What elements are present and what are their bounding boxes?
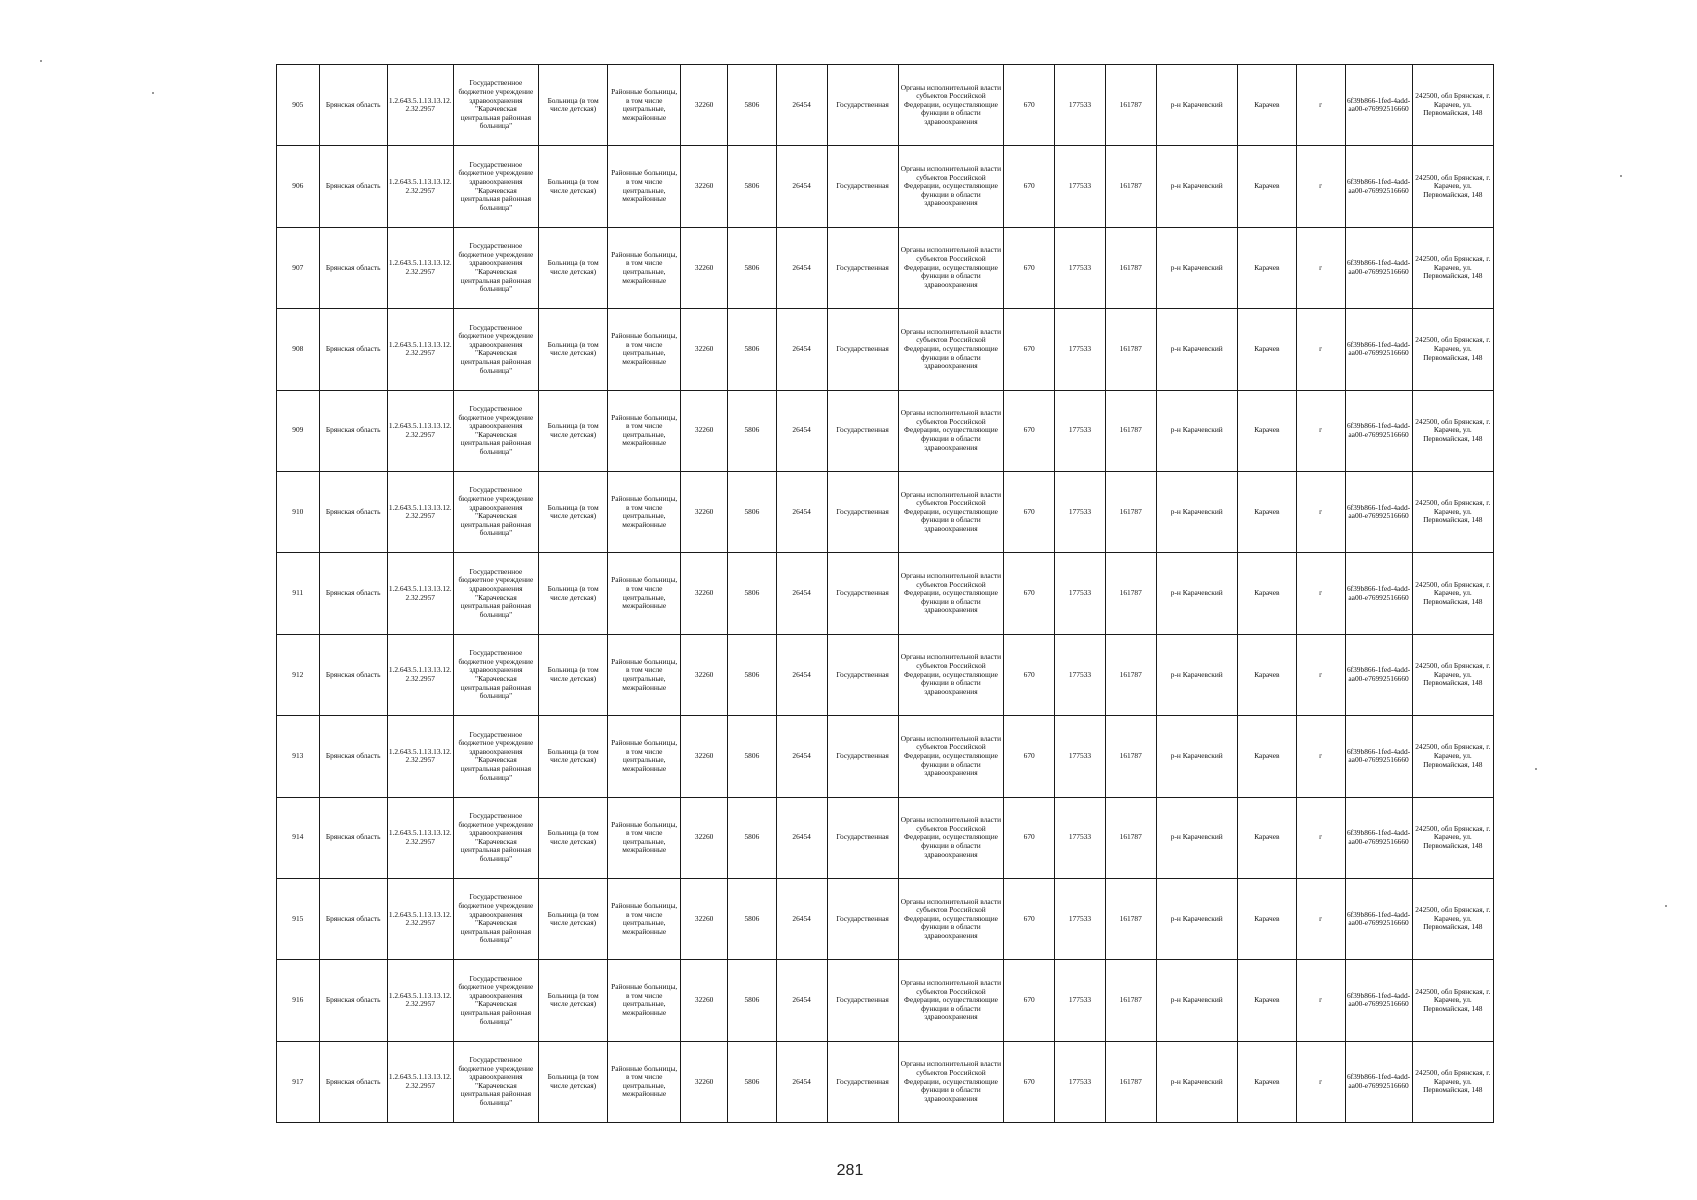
table-cell: Больница (в том числе детская) bbox=[539, 960, 608, 1041]
table-cell: 242500, обл Брянская, г. Карачев, ул. Первомайская, 148 bbox=[1412, 390, 1493, 471]
table-cell: 26454 bbox=[776, 146, 827, 227]
table-cell: Государственное бюджетное учреждение здравоохранения "Карачевская центральная районная больница" bbox=[453, 716, 538, 797]
table-cell: р-н Карачевский bbox=[1156, 634, 1237, 715]
table-cell: 5806 bbox=[728, 146, 777, 227]
table-cell: 5806 bbox=[728, 716, 777, 797]
table-cell: Государственная bbox=[827, 65, 898, 146]
table-cell: Карачев bbox=[1237, 1041, 1296, 1122]
table-cell: 6f39b866-1fed-4add-aa00-e76992516660 bbox=[1345, 1041, 1412, 1122]
table-cell: 32260 bbox=[681, 634, 728, 715]
table-cell: 161787 bbox=[1105, 878, 1156, 959]
table-cell: 5806 bbox=[728, 797, 777, 878]
table-cell: р-н Карачевский bbox=[1156, 227, 1237, 308]
table-row bbox=[277, 553, 1494, 634]
table-cell: 32260 bbox=[681, 716, 728, 797]
table-cell: Брянская область bbox=[319, 390, 387, 471]
table-cell: 6f39b866-1fed-4add-aa00-e76992516660 bbox=[1345, 65, 1412, 146]
table-cell: 6f39b866-1fed-4add-aa00-e76992516660 bbox=[1345, 797, 1412, 878]
table-cell: 670 bbox=[1004, 390, 1055, 471]
table-cell: 1.2.643.5.1.13.13.12.2.32.2957 bbox=[387, 716, 453, 797]
table-cell: 911 bbox=[277, 553, 320, 634]
table-cell: Больница (в том числе детская) bbox=[539, 390, 608, 471]
table-cell: р-н Карачевский bbox=[1156, 960, 1237, 1041]
scan-speck bbox=[1620, 175, 1622, 177]
table-cell: 242500, обл Брянская, г. Карачев, ул. Первомайская, 148 bbox=[1412, 960, 1493, 1041]
table-cell: Брянская область bbox=[319, 878, 387, 959]
table-cell: Брянская область bbox=[319, 471, 387, 552]
table-cell: Органы исполнительной власти субъектов Российской Федерации, осуществляющие функции в области здравоохранения bbox=[898, 878, 1004, 959]
table-cell: 161787 bbox=[1105, 1041, 1156, 1122]
table-cell: Государственная bbox=[827, 960, 898, 1041]
table-cell: 5806 bbox=[728, 65, 777, 146]
table-cell: 26454 bbox=[776, 553, 827, 634]
scan-speck bbox=[40, 60, 42, 62]
table-cell: 670 bbox=[1004, 1041, 1055, 1122]
table-cell: Карачев bbox=[1237, 390, 1296, 471]
table-cell: 5806 bbox=[728, 553, 777, 634]
table-cell: 670 bbox=[1004, 309, 1055, 390]
table-cell: Районные больницы, в том числе центральные, межрайонные bbox=[608, 65, 681, 146]
table-cell: Органы исполнительной власти субъектов Российской Федерации, осуществляющие функции в области здравоохранения bbox=[898, 227, 1004, 308]
table-cell: 26454 bbox=[776, 1041, 827, 1122]
scan-speck bbox=[1535, 768, 1537, 770]
table-cell: 161787 bbox=[1105, 146, 1156, 227]
table-cell: 5806 bbox=[728, 878, 777, 959]
table-cell: 161787 bbox=[1105, 390, 1156, 471]
table-cell: 26454 bbox=[776, 797, 827, 878]
table-cell: Районные больницы, в том числе центральные, межрайонные bbox=[608, 227, 681, 308]
table-row bbox=[277, 309, 1494, 390]
table-cell: р-н Карачевский bbox=[1156, 1041, 1237, 1122]
table-cell: 32260 bbox=[681, 227, 728, 308]
table-cell: Карачев bbox=[1237, 878, 1296, 959]
table-cell: 670 bbox=[1004, 878, 1055, 959]
table-cell: Больница (в том числе детская) bbox=[539, 878, 608, 959]
table-cell: Больница (в том числе детская) bbox=[539, 471, 608, 552]
table-cell: Брянская область bbox=[319, 797, 387, 878]
table-cell: Брянская область bbox=[319, 716, 387, 797]
table-cell: 161787 bbox=[1105, 553, 1156, 634]
table-row bbox=[277, 878, 1494, 959]
table-cell: 242500, обл Брянская, г. Карачев, ул. Первомайская, 148 bbox=[1412, 227, 1493, 308]
table-cell: 26454 bbox=[776, 878, 827, 959]
table-cell: 6f39b866-1fed-4add-aa00-e76992516660 bbox=[1345, 309, 1412, 390]
table-cell: 6f39b866-1fed-4add-aa00-e76992516660 bbox=[1345, 960, 1412, 1041]
table-cell: 670 bbox=[1004, 716, 1055, 797]
table-row bbox=[277, 797, 1494, 878]
table-cell: Районные больницы, в том числе центральные, межрайонные bbox=[608, 634, 681, 715]
table-cell: Больница (в том числе детская) bbox=[539, 1041, 608, 1122]
table-cell: 906 bbox=[277, 146, 320, 227]
table-cell: Больница (в том числе детская) bbox=[539, 227, 608, 308]
table-cell: Органы исполнительной власти субъектов Российской Федерации, осуществляющие функции в области здравоохранения bbox=[898, 146, 1004, 227]
table-cell: 5806 bbox=[728, 634, 777, 715]
table-cell: 161787 bbox=[1105, 960, 1156, 1041]
table-cell: 26454 bbox=[776, 634, 827, 715]
table-cell: г bbox=[1296, 309, 1345, 390]
table-cell: 26454 bbox=[776, 471, 827, 552]
table-cell: Органы исполнительной власти субъектов Российской Федерации, осуществляющие функции в области здравоохранения bbox=[898, 553, 1004, 634]
table-row bbox=[277, 960, 1494, 1041]
table-cell: Брянская область bbox=[319, 146, 387, 227]
table-cell: 242500, обл Брянская, г. Карачев, ул. Первомайская, 148 bbox=[1412, 309, 1493, 390]
table-cell: 177533 bbox=[1055, 227, 1106, 308]
table-cell: Государственное бюджетное учреждение здравоохранения "Карачевская центральная районная больница" bbox=[453, 146, 538, 227]
table-cell: г bbox=[1296, 634, 1345, 715]
table-cell: Органы исполнительной власти субъектов Российской Федерации, осуществляющие функции в области здравоохранения bbox=[898, 797, 1004, 878]
table-cell: Районные больницы, в том числе центральные, межрайонные bbox=[608, 471, 681, 552]
table-cell: 5806 bbox=[728, 390, 777, 471]
table-cell: 26454 bbox=[776, 716, 827, 797]
table-cell: 1.2.643.5.1.13.13.12.2.32.2957 bbox=[387, 146, 453, 227]
table-cell: Брянская область bbox=[319, 1041, 387, 1122]
table-cell: г bbox=[1296, 146, 1345, 227]
table-cell: 177533 bbox=[1055, 553, 1106, 634]
table-cell: Государственная bbox=[827, 797, 898, 878]
table-cell: Органы исполнительной власти субъектов Российской Федерации, осуществляющие функции в области здравоохранения bbox=[898, 471, 1004, 552]
table-cell: Районные больницы, в том числе центральные, межрайонные bbox=[608, 960, 681, 1041]
table-cell: 910 bbox=[277, 471, 320, 552]
table-cell: Государственная bbox=[827, 146, 898, 227]
table-cell: 905 bbox=[277, 65, 320, 146]
table-cell: р-н Карачевский bbox=[1156, 471, 1237, 552]
table-cell: 177533 bbox=[1055, 390, 1106, 471]
table-cell: 177533 bbox=[1055, 471, 1106, 552]
table-cell: 26454 bbox=[776, 227, 827, 308]
table-cell: р-н Карачевский bbox=[1156, 309, 1237, 390]
table-cell: Государственное бюджетное учреждение здравоохранения "Карачевская центральная районная больница" bbox=[453, 390, 538, 471]
table-cell: Карачев bbox=[1237, 309, 1296, 390]
table-cell: Больница (в том числе детская) bbox=[539, 716, 608, 797]
table-cell: Органы исполнительной власти субъектов Российской Федерации, осуществляющие функции в области здравоохранения bbox=[898, 65, 1004, 146]
table-body bbox=[277, 65, 1494, 1123]
table-cell: 670 bbox=[1004, 634, 1055, 715]
table-cell: 161787 bbox=[1105, 65, 1156, 146]
table-cell: Государственное бюджетное учреждение здравоохранения "Карачевская центральная районная больница" bbox=[453, 471, 538, 552]
table-cell: Государственная bbox=[827, 471, 898, 552]
table-cell: 32260 bbox=[681, 146, 728, 227]
table-cell: Брянская область bbox=[319, 309, 387, 390]
table-cell: р-н Карачевский bbox=[1156, 553, 1237, 634]
table-cell: 26454 bbox=[776, 309, 827, 390]
table-row bbox=[277, 65, 1494, 146]
table-cell: 5806 bbox=[728, 309, 777, 390]
table-cell: р-н Карачевский bbox=[1156, 716, 1237, 797]
table-cell: р-н Карачевский bbox=[1156, 878, 1237, 959]
table-cell: г bbox=[1296, 960, 1345, 1041]
scan-speck bbox=[152, 92, 154, 94]
table-cell: р-н Карачевский bbox=[1156, 797, 1237, 878]
table-cell: Больница (в том числе детская) bbox=[539, 797, 608, 878]
table-cell: Государственное бюджетное учреждение здравоохранения "Карачевская центральная районная больница" bbox=[453, 227, 538, 308]
table-cell: Брянская область bbox=[319, 960, 387, 1041]
table-cell: Государственное бюджетное учреждение здравоохранения "Карачевская центральная районная больница" bbox=[453, 878, 538, 959]
table-cell: Карачев bbox=[1237, 553, 1296, 634]
table-cell: Брянская область bbox=[319, 227, 387, 308]
table-cell: 1.2.643.5.1.13.13.12.2.32.2957 bbox=[387, 960, 453, 1041]
table-cell: Брянская область bbox=[319, 553, 387, 634]
table-cell: Районные больницы, в том числе центральные, межрайонные bbox=[608, 878, 681, 959]
table-cell: Государственная bbox=[827, 309, 898, 390]
table-cell: 161787 bbox=[1105, 471, 1156, 552]
table-cell: 161787 bbox=[1105, 797, 1156, 878]
table-cell: 670 bbox=[1004, 797, 1055, 878]
table-cell: 177533 bbox=[1055, 1041, 1106, 1122]
table-cell: 242500, обл Брянская, г. Карачев, ул. Первомайская, 148 bbox=[1412, 65, 1493, 146]
table-cell: 242500, обл Брянская, г. Карачев, ул. Первомайская, 148 bbox=[1412, 878, 1493, 959]
table-cell: 1.2.643.5.1.13.13.12.2.32.2957 bbox=[387, 797, 453, 878]
table-cell: 6f39b866-1fed-4add-aa00-e76992516660 bbox=[1345, 390, 1412, 471]
table-cell: 177533 bbox=[1055, 309, 1106, 390]
table-cell: 177533 bbox=[1055, 65, 1106, 146]
table-cell: 177533 bbox=[1055, 146, 1106, 227]
table-cell: 177533 bbox=[1055, 634, 1106, 715]
table-cell: 909 bbox=[277, 390, 320, 471]
table-cell: 908 bbox=[277, 309, 320, 390]
table-cell: 161787 bbox=[1105, 227, 1156, 308]
table-cell: Органы исполнительной власти субъектов Российской Федерации, осуществляющие функции в области здравоохранения bbox=[898, 716, 1004, 797]
table-cell: 5806 bbox=[728, 1041, 777, 1122]
table-cell: г bbox=[1296, 1041, 1345, 1122]
table-cell: 242500, обл Брянская, г. Карачев, ул. Первомайская, 148 bbox=[1412, 634, 1493, 715]
table-cell: Районные больницы, в том числе центральные, межрайонные bbox=[608, 716, 681, 797]
table-cell: 6f39b866-1fed-4add-aa00-e76992516660 bbox=[1345, 878, 1412, 959]
table-cell: г bbox=[1296, 227, 1345, 308]
table-cell: Государственное бюджетное учреждение здравоохранения "Карачевская центральная районная больница" bbox=[453, 65, 538, 146]
table-cell: Органы исполнительной власти субъектов Российской Федерации, осуществляющие функции в области здравоохранения bbox=[898, 390, 1004, 471]
table-cell: 161787 bbox=[1105, 716, 1156, 797]
table-cell: 177533 bbox=[1055, 716, 1106, 797]
table-cell: Карачев bbox=[1237, 634, 1296, 715]
table-cell: Государственная bbox=[827, 553, 898, 634]
table-cell: 5806 bbox=[728, 471, 777, 552]
table-cell: Государственное бюджетное учреждение здравоохранения "Карачевская центральная районная больница" bbox=[453, 960, 538, 1041]
table-cell: 1.2.643.5.1.13.13.12.2.32.2957 bbox=[387, 878, 453, 959]
table-cell: Больница (в том числе детская) bbox=[539, 309, 608, 390]
table-cell: 161787 bbox=[1105, 634, 1156, 715]
table-cell: 242500, обл Брянская, г. Карачев, ул. Первомайская, 148 bbox=[1412, 716, 1493, 797]
table-cell: 32260 bbox=[681, 471, 728, 552]
table-cell: 1.2.643.5.1.13.13.12.2.32.2957 bbox=[387, 227, 453, 308]
table-cell: 6f39b866-1fed-4add-aa00-e76992516660 bbox=[1345, 634, 1412, 715]
table-cell: 5806 bbox=[728, 227, 777, 308]
table-row bbox=[277, 1041, 1494, 1122]
table-cell: г bbox=[1296, 716, 1345, 797]
table-cell: Районные больницы, в том числе центральные, межрайонные bbox=[608, 309, 681, 390]
table-cell: Государственная bbox=[827, 716, 898, 797]
table-cell: Органы исполнительной власти субъектов Российской Федерации, осуществляющие функции в области здравоохранения bbox=[898, 1041, 1004, 1122]
table-cell: 913 bbox=[277, 716, 320, 797]
table-cell: Брянская область bbox=[319, 634, 387, 715]
table-cell: Государственная bbox=[827, 1041, 898, 1122]
table-cell: Государственная bbox=[827, 634, 898, 715]
table-cell: Карачев bbox=[1237, 65, 1296, 146]
table-cell: 917 bbox=[277, 1041, 320, 1122]
table-cell: 1.2.643.5.1.13.13.12.2.32.2957 bbox=[387, 1041, 453, 1122]
table-cell: Карачев bbox=[1237, 471, 1296, 552]
table-cell: Государственное бюджетное учреждение здравоохранения "Карачевская центральная районная больница" bbox=[453, 797, 538, 878]
table-cell: 177533 bbox=[1055, 797, 1106, 878]
table-row bbox=[277, 634, 1494, 715]
table-cell: 32260 bbox=[681, 797, 728, 878]
table-cell: 5806 bbox=[728, 960, 777, 1041]
table-cell: р-н Карачевский bbox=[1156, 146, 1237, 227]
table-cell: Государственная bbox=[827, 227, 898, 308]
data-table bbox=[276, 64, 1494, 1123]
table-cell: Больница (в том числе детская) bbox=[539, 553, 608, 634]
table-cell: Брянская область bbox=[319, 65, 387, 146]
table-cell: Больница (в том числе детская) bbox=[539, 65, 608, 146]
table-cell: 26454 bbox=[776, 960, 827, 1041]
table-cell: 161787 bbox=[1105, 309, 1156, 390]
page-number: 281 bbox=[836, 1162, 864, 1179]
table-row bbox=[277, 390, 1494, 471]
table-row bbox=[277, 227, 1494, 308]
table-cell: Карачев bbox=[1237, 227, 1296, 308]
table-cell: Районные больницы, в том числе центральные, межрайонные bbox=[608, 390, 681, 471]
table-cell: 242500, обл Брянская, г. Карачев, ул. Первомайская, 148 bbox=[1412, 146, 1493, 227]
table-cell: Государственная bbox=[827, 390, 898, 471]
table-cell: 32260 bbox=[681, 878, 728, 959]
table-cell: Карачев bbox=[1237, 960, 1296, 1041]
table-row bbox=[277, 471, 1494, 552]
table-cell: 6f39b866-1fed-4add-aa00-e76992516660 bbox=[1345, 471, 1412, 552]
table-cell: Государственное бюджетное учреждение здравоохранения "Карачевская центральная районная больница" bbox=[453, 634, 538, 715]
table-cell: Государственное бюджетное учреждение здравоохранения "Карачевская центральная районная больница" bbox=[453, 309, 538, 390]
table-cell: 6f39b866-1fed-4add-aa00-e76992516660 bbox=[1345, 227, 1412, 308]
table-cell: 32260 bbox=[681, 309, 728, 390]
table-cell: Государственная bbox=[827, 878, 898, 959]
table-cell: 6f39b866-1fed-4add-aa00-e76992516660 bbox=[1345, 146, 1412, 227]
table-cell: Карачев bbox=[1237, 146, 1296, 227]
table-row bbox=[277, 716, 1494, 797]
table-row bbox=[277, 146, 1494, 227]
table-cell: 916 bbox=[277, 960, 320, 1041]
table-cell: г bbox=[1296, 65, 1345, 146]
table-cell: 907 bbox=[277, 227, 320, 308]
table-cell: г bbox=[1296, 471, 1345, 552]
table-cell: 26454 bbox=[776, 390, 827, 471]
table-cell: Государственное бюджетное учреждение здравоохранения "Карачевская центральная районная больница" bbox=[453, 553, 538, 634]
table-cell: 242500, обл Брянская, г. Карачев, ул. Первомайская, 148 bbox=[1412, 471, 1493, 552]
table-cell: р-н Карачевский bbox=[1156, 390, 1237, 471]
table-cell: г bbox=[1296, 553, 1345, 634]
table-cell: 1.2.643.5.1.13.13.12.2.32.2957 bbox=[387, 65, 453, 146]
table-cell: Районные больницы, в том числе центральные, межрайонные bbox=[608, 797, 681, 878]
table-cell: 32260 bbox=[681, 390, 728, 471]
table-cell: 915 bbox=[277, 878, 320, 959]
table-cell: 32260 bbox=[681, 1041, 728, 1122]
table-cell: г bbox=[1296, 878, 1345, 959]
table-cell: Карачев bbox=[1237, 716, 1296, 797]
table-cell: Районные больницы, в том числе центральные, межрайонные bbox=[608, 553, 681, 634]
table-cell: Органы исполнительной власти субъектов Российской Федерации, осуществляющие функции в области здравоохранения bbox=[898, 634, 1004, 715]
table-cell: Карачев bbox=[1237, 797, 1296, 878]
table-cell: Районные больницы, в том числе центральные, межрайонные bbox=[608, 146, 681, 227]
table-cell: Районные больницы, в том числе центральные, межрайонные bbox=[608, 1041, 681, 1122]
table-cell: 32260 bbox=[681, 960, 728, 1041]
table-cell: 1.2.643.5.1.13.13.12.2.32.2957 bbox=[387, 309, 453, 390]
table-cell: 914 bbox=[277, 797, 320, 878]
table-cell: 1.2.643.5.1.13.13.12.2.32.2957 bbox=[387, 471, 453, 552]
table-cell: 1.2.643.5.1.13.13.12.2.32.2957 bbox=[387, 634, 453, 715]
table-cell: 177533 bbox=[1055, 878, 1106, 959]
table-cell: Органы исполнительной власти субъектов Российской Федерации, осуществляющие функции в области здравоохранения bbox=[898, 309, 1004, 390]
table-cell: р-н Карачевский bbox=[1156, 65, 1237, 146]
table-cell: 670 bbox=[1004, 227, 1055, 308]
table-cell: 1.2.643.5.1.13.13.12.2.32.2957 bbox=[387, 390, 453, 471]
table-cell: 670 bbox=[1004, 471, 1055, 552]
table-cell: 242500, обл Брянская, г. Карачев, ул. Первомайская, 148 bbox=[1412, 1041, 1493, 1122]
table-cell: Больница (в том числе детская) bbox=[539, 634, 608, 715]
table-cell: 6f39b866-1fed-4add-aa00-e76992516660 bbox=[1345, 553, 1412, 634]
table-cell: Государственное бюджетное учреждение здравоохранения "Карачевская центральная районная больница" bbox=[453, 1041, 538, 1122]
table-cell: 670 bbox=[1004, 65, 1055, 146]
table-cell: г bbox=[1296, 797, 1345, 878]
table-cell: 670 bbox=[1004, 146, 1055, 227]
table-cell: 242500, обл Брянская, г. Карачев, ул. Первомайская, 148 bbox=[1412, 553, 1493, 634]
table-cell: 670 bbox=[1004, 553, 1055, 634]
table-cell: 1.2.643.5.1.13.13.12.2.32.2957 bbox=[387, 553, 453, 634]
table-cell: 912 bbox=[277, 634, 320, 715]
table-cell: Больница (в том числе детская) bbox=[539, 146, 608, 227]
table-cell: 32260 bbox=[681, 553, 728, 634]
table-cell: г bbox=[1296, 390, 1345, 471]
table-cell: Органы исполнительной власти субъектов Российской Федерации, осуществляющие функции в области здравоохранения bbox=[898, 960, 1004, 1041]
table-cell: 6f39b866-1fed-4add-aa00-e76992516660 bbox=[1345, 716, 1412, 797]
table-cell: 670 bbox=[1004, 960, 1055, 1041]
table-cell: 32260 bbox=[681, 65, 728, 146]
table-cell: 242500, обл Брянская, г. Карачев, ул. Первомайская, 148 bbox=[1412, 797, 1493, 878]
scan-speck bbox=[1665, 905, 1667, 907]
table-cell: 26454 bbox=[776, 65, 827, 146]
table-cell: 177533 bbox=[1055, 960, 1106, 1041]
